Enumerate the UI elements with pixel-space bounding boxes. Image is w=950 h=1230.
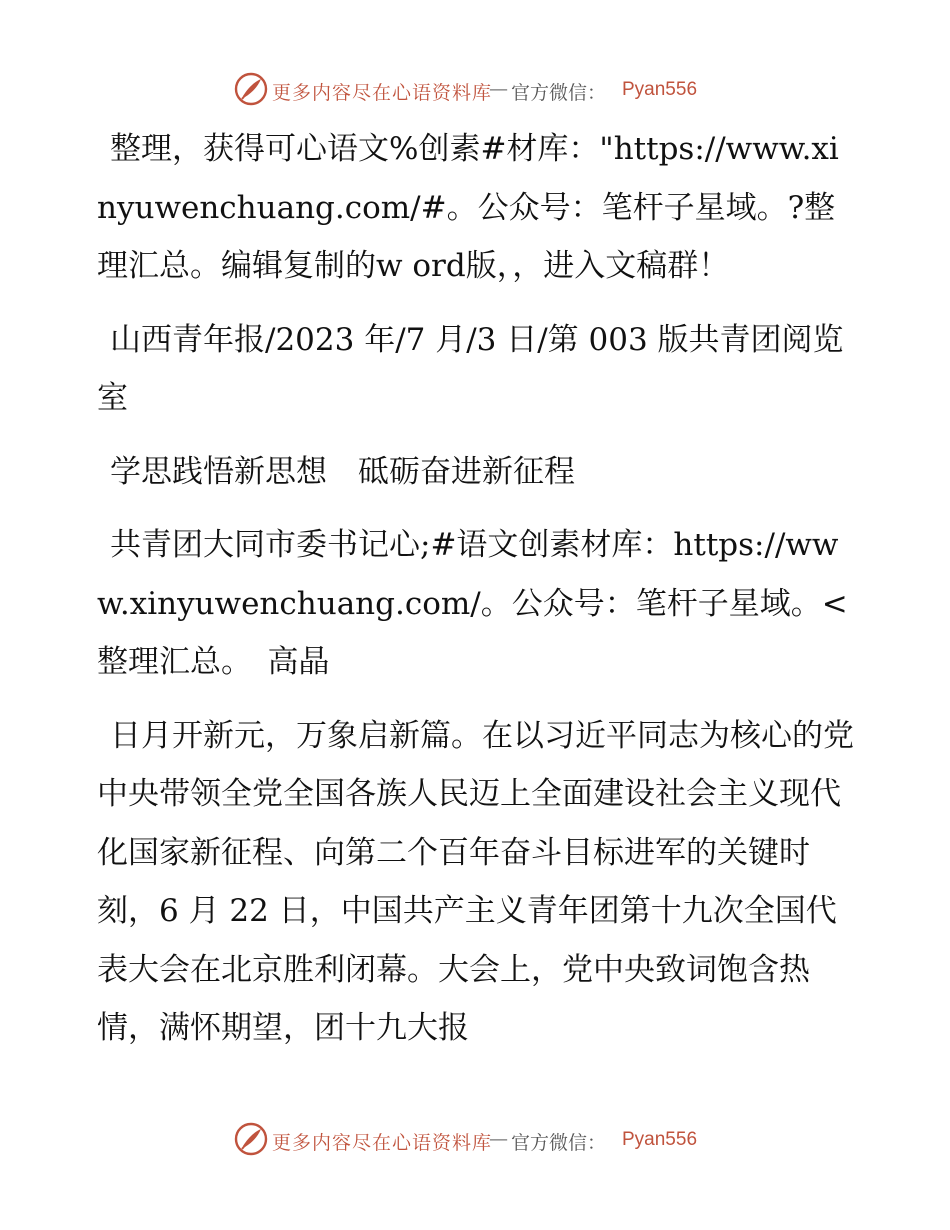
article-byline [97,516,857,692]
article-body-text: 日月开新元，万象启新篇。在以习近平同志为核心的党中央带领全党全国各族人民迈上全面建设社会主义现代化国家新征程、向第二个百年奋斗目标进军的关键时刻，6 月 22 日，中国共产主义青年团第十九次全国代表大会在北京胜利闭幕。大会上，党中央致词饱含热情，满怀期望，团十九大报 [97,717,854,1046]
header-wechat-label: 官方微信： [511,82,607,104]
footer-banner [0,1120,950,1160]
article-body-paragraph [97,707,857,1058]
header-wechat-account: Pyan556 [622,79,698,100]
paragraph-intro [97,120,857,296]
article-byline-text: 共青团大同市委书记心;#语文创素材库：https://www.xinyuwenchuang.com/。公众号：笔杆子星域。<整理汇总。 高晶 [97,527,848,680]
footer-wechat-account: Pyan556 [622,1129,698,1150]
article-title [97,443,857,502]
footer-banner-separator: — [489,1128,508,1150]
header-banner-separator: — [489,78,508,100]
quill-logo-icon [234,72,268,106]
article-title-text: 学思践悟新思想 砥砺奋进新征程 [110,453,575,490]
paragraph-source [97,311,857,428]
footer-wechat-label: 官方微信： [511,1132,607,1154]
document-body [97,120,857,1073]
quill-logo-icon [234,1122,268,1156]
paragraph-intro-text: 整理，获得可心语文%创素#材库："https://www.xinyuwenchuang.com/#。公众号：笔杆子星域。?整理汇总。编辑复制的w ord版，，进入文稿群！ [97,131,839,284]
footer-banner-text: 更多内容尽在心语资料库 [272,1132,493,1154]
header-banner [0,70,950,110]
header-banner-text: 更多内容尽在心语资料库 [272,82,493,104]
paragraph-source-text: 山西青年报/2023 年/7 月/3 日/第 003 版共青团阅览室 [97,321,844,416]
